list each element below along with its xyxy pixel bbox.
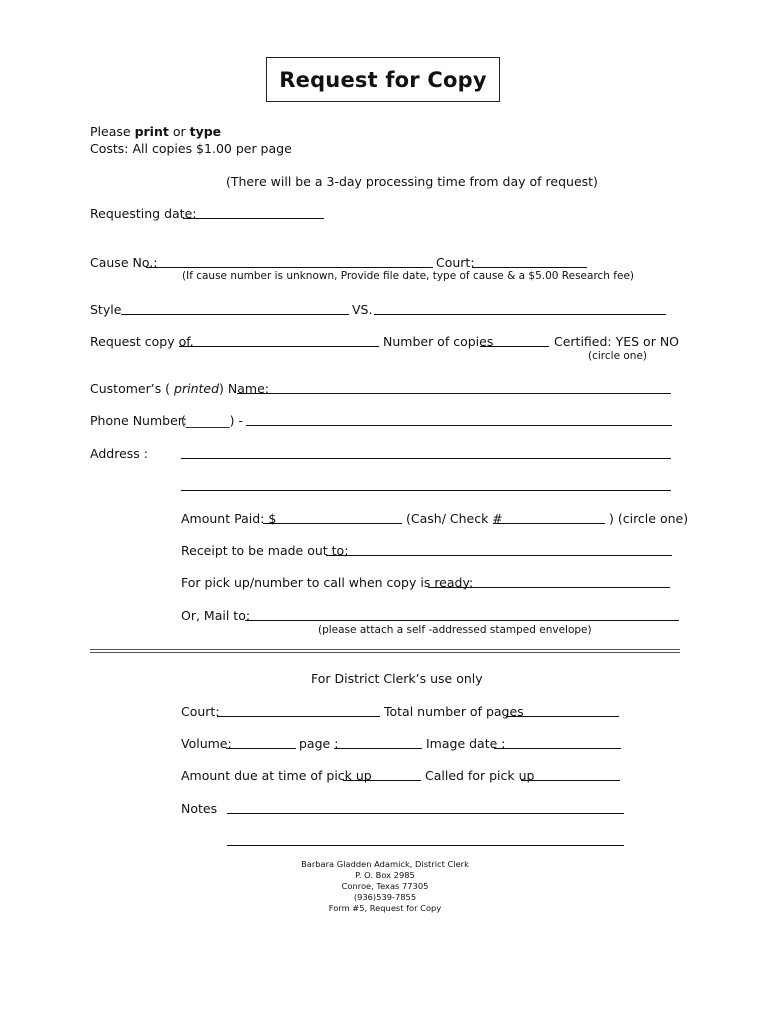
requesting-date-field[interactable] [183,218,324,219]
processing-note: (There will be a 3-day processing time from day of request) [226,174,598,189]
cause-no-label: Cause No.: [90,255,158,270]
page-title: Request for Copy [279,67,487,92]
circle-one-payment: ) (circle one) [609,511,689,526]
notes-field-1[interactable] [227,813,624,814]
footer-form: Form #5, Request for Copy [328,903,442,913]
clerk-heading: For District Clerk’s use only [311,671,483,686]
address-label: Address : [90,446,148,461]
number-of-copies-label: Number of copies [383,334,494,349]
footer-name: Barbara Gladden Adamick, District Clerk [301,859,469,869]
mail-field[interactable] [245,620,679,621]
amount-due-field[interactable] [343,780,421,781]
footer [285,859,485,914]
cash-check-label: (Cash/ Check # [406,511,503,526]
address-field-1[interactable] [181,458,671,459]
mail-label: Or, Mail to: [181,608,251,623]
pickup-field[interactable] [428,587,670,588]
circle-one-note: (circle one) [588,350,647,362]
envelope-note: (please attach a self -addressed stamped envelope) [318,624,592,636]
pickup-label: For pick up/number to call when copy is ready: [181,575,474,590]
costs-text: Costs: All copies $1.00 per page [90,141,292,156]
receipt-field[interactable] [326,555,672,556]
style-label: Style [90,302,122,317]
please-text: Please [90,124,131,139]
notes-label: Notes [181,801,218,816]
called-field[interactable] [521,780,620,781]
address-field-2[interactable] [181,490,671,491]
amount-due-label: Amount due at time of pick up [181,768,372,783]
cause-note: (If cause number is unknown, Provide file date, type of cause & a $5.00 Research fee) [182,270,635,282]
vs-label: VS. [352,302,373,317]
page-label: page : [299,736,339,751]
customer-printed: printed [170,381,220,396]
check-number-field[interactable] [493,523,605,524]
cause-no-field[interactable] [146,267,433,268]
divider-top [90,649,680,650]
page-field[interactable] [334,748,422,749]
amount-paid-field[interactable] [263,523,402,524]
amount-paid-label: Amount Paid: $ [181,511,277,526]
volume-field[interactable] [226,748,296,749]
print-instruction [90,124,221,139]
court-field[interactable] [472,267,587,268]
called-label: Called for pick up [425,768,535,783]
certified-option[interactable]: Certified: YES or NO [554,334,680,349]
request-copy-label: Request copy of. [90,334,194,349]
court-label: Court: [436,255,475,270]
footer-city: Conroe, Texas 77305 [341,881,429,891]
image-date-label: Image date : [426,736,506,751]
vs-field[interactable] [374,314,666,315]
style-field[interactable] [121,314,349,315]
phone-label: Phone Number: [90,413,187,428]
clerk-court-field[interactable] [217,716,380,717]
footer-box: P. O. Box 2985 [355,870,415,880]
or-text: or [172,124,186,139]
volume-label: Volume: [181,736,232,751]
customer-suffix: ) Name: [219,381,269,396]
clerk-court-label: Court: [181,704,220,719]
phone-area-code[interactable]: (_______) - [181,413,243,428]
type-text: type [189,124,222,139]
title-box [266,57,500,102]
total-pages-field[interactable] [506,716,619,717]
customer-name-field[interactable] [237,393,671,394]
total-pages-label: Total number of pages [384,704,524,719]
receipt-label: Receipt to be made out to; [181,543,349,558]
divider-bottom [90,652,680,653]
phone-field[interactable] [246,425,672,426]
footer-phone: (936)539-7855 [353,892,417,902]
image-date-field[interactable] [494,748,621,749]
print-text: print [134,124,169,139]
notes-field-2[interactable] [227,845,624,846]
requesting-date-label: Requesting date: [90,206,197,221]
customer-prefix: Customer’s ( [90,381,171,396]
number-of-copies-field[interactable] [480,346,549,347]
request-copy-field[interactable] [179,346,379,347]
